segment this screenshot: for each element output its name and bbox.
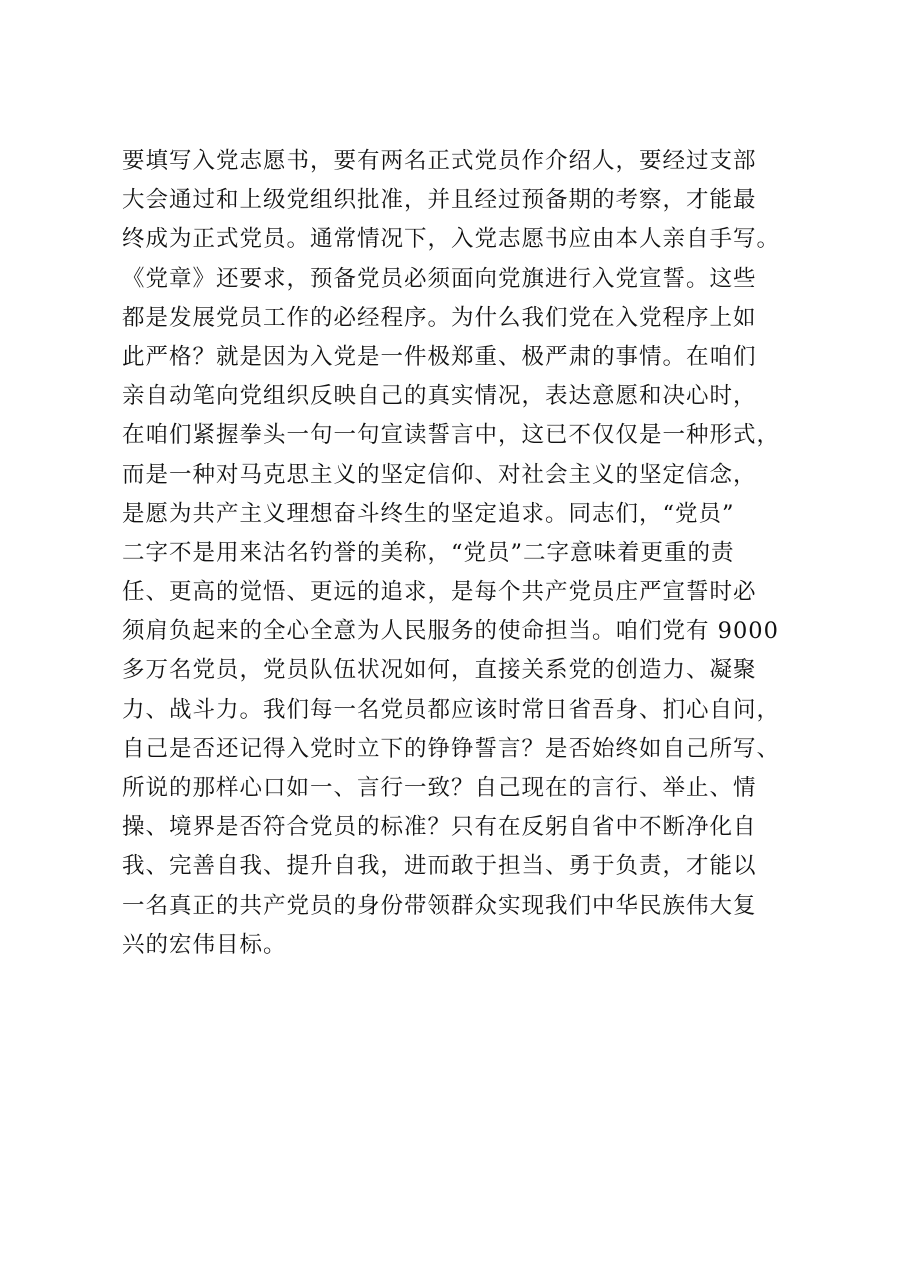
text-line: 兴的宏伟目标。 bbox=[122, 931, 287, 958]
text-line: 任、更高的觉悟、更远的追求，是每个共产党员庄严宣誓时必 bbox=[122, 579, 757, 606]
text-line: 要填写入党志愿书，要有两名正式党员作介绍人，要经过支部 bbox=[122, 148, 757, 174]
text-line: 多万名党员，党员队伍状况如何，直接关系党的创造力、凝聚 bbox=[122, 657, 757, 684]
text-line: 我、完善自我、提升自我，进而敢于担当、勇于负责，才能以 bbox=[122, 853, 757, 880]
text-line: 二字不是用来沽名钓誉的美称，“党员”二字意味着更重的责 bbox=[122, 539, 735, 566]
text-line: 是愿为共产主义理想奋斗终生的坚定追求。同志们，“党员” bbox=[122, 500, 735, 527]
text-line: 所说的那样心口如一、言行一致？自己现在的言行、举止、情 bbox=[122, 775, 757, 801]
text-line: 力、战斗力。我们每一名党员都应该时常日省吾身、扪心自问， bbox=[122, 696, 781, 723]
text-line: 操、境界是否符合党员的标准？只有在反躬自省中不断净化自 bbox=[122, 814, 757, 841]
text-line: 亲自动笔向党组织反映自己的真实情况，表达意愿和决心时， bbox=[122, 383, 757, 410]
text-line: 终成为正式党员。通常情况下，入党志愿书应由本人亲自手写。 bbox=[122, 226, 781, 253]
body-paragraph bbox=[122, 142, 802, 965]
text-line: 此严格？就是因为入党是一件极郑重、极严肃的事情。在咱们 bbox=[122, 343, 757, 370]
text-line: 一名真正的共产党员的身份带领群众实现我们中华民族伟大复 bbox=[122, 892, 757, 919]
text-line: 《党章》还要求，预备党员必须面向党旗进行入党宣誓。这些 bbox=[122, 265, 757, 292]
text-line: 须肩负起来的全心全意为人民服务的使命担当。咱们党有 9000 bbox=[122, 618, 779, 645]
text-line: 都是发展党员工作的必经程序。为什么我们党在入党程序上如 bbox=[122, 304, 757, 331]
text-line: 在咱们紧握拳头一句一句宣读誓言中，这已不仅仅是一种形式， bbox=[122, 422, 781, 449]
text-line: 而是一种对马克思主义的坚定信仰、对社会主义的坚定信念， bbox=[122, 461, 757, 488]
text-line: 大会通过和上级党组织批准，并且经过预备期的考察，才能最 bbox=[122, 187, 757, 214]
text-line: 自己是否还记得入党时立下的铮铮誓言？是否始终如自己所写、 bbox=[122, 735, 781, 762]
